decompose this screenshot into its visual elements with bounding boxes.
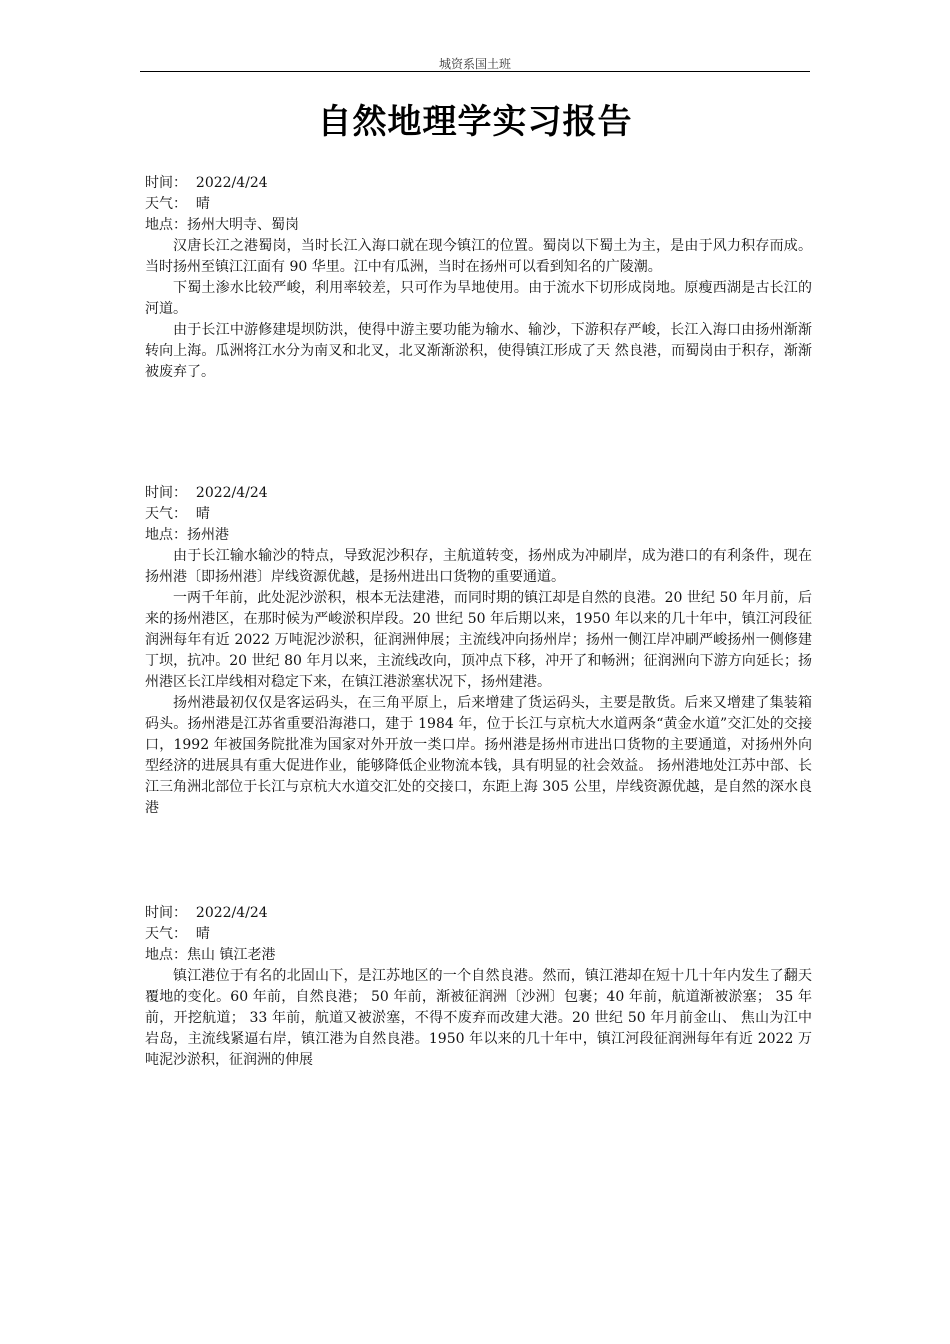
paragraph: 扬州港最初仅仅是客运码头，在三角平原上，后来增建了货运码头，主要是散货。后来又增建了集装箱码头。扬州港是江苏省重要沿海港口，建于 1984 年，位于长江与京杭大水道两条“黄金水道”交汇处的交接口，1992 年被国务院批准为国家对外开放一类口岸。扬州港是扬州市进出口货物的主要通道，对扬州外向型经济的进展具有重大促进作业，能够降低企业物流本钱，具有明显的社会效益。 扬州港地处江苏中部、长江三角洲北部位于长江与京杭大水道交汇处的交接口，东距上海 305 公里，岸线资源优越，是自然的深水良港 [145,695,812,816]
paragraph: 一两千年前，此处泥沙淤积，根本无法建港，而同时期的镇江却是自然的良港。20 世纪 50 年月前，后来的扬州港区，在那时候为严峻淤积岸段。20 世纪 50 年后期以来，1950 年以来的几十年中，镇江河段征润洲每年有近 2022 万吨泥沙淤积，征润洲伸展；主流线冲向扬州岸；扬州一侧江岸冲刷严峻扬州一侧修建丁坝，抗冲。20 世纪 80 年月以来，主流线改向，顶冲点下移，冲开了和畅洲；征润洲向下游方向延长；扬州港区长江岸线相对稳定下来，在镇江港淤塞状况下，扬州建港。 [145,590,812,690]
time-value: 2022/4/24 [195,485,268,501]
place-label: 地点： [145,217,187,233]
time-label: 时间： [145,485,187,501]
time-value: 2022/4/24 [195,175,268,191]
weather-label: 天气： [145,506,187,522]
place-line [145,945,812,966]
page-title: 自然地理学实习报告 [317,102,633,142]
report-entry [145,483,812,819]
report-entry [145,173,812,383]
paragraph: 由于长江中游修建堤坝防洪，使得中游主要功能为输水、输沙，下游积存严峻，长江入海口由扬州渐渐转向上海。瓜洲将江水分为南叉和北叉，北叉渐渐淤积，使得镇江形成了天 然良港，而蜀岗由于积存，渐渐被废弃了。 [145,322,812,380]
paragraph: 下蜀土渗水比较严峻，利用率较差，只可作为旱地使用。由于流水下切形成岗地。原瘦西湖是古长江的河道。 [145,280,812,317]
header-divider [140,71,810,72]
report-entry [145,903,812,1071]
time-label: 时间： [145,905,187,921]
weather-line [145,194,812,215]
weather-value: 晴 [195,926,210,942]
weather-value: 晴 [195,196,210,212]
place-value: 焦山 镇江老港 [187,947,276,963]
time-line [145,483,812,504]
place-label: 地点： [145,947,187,963]
place-value: 扬州大明寺、蜀岗 [187,217,299,233]
weather-line [145,924,812,945]
time-label: 时间： [145,175,187,191]
weather-value: 晴 [195,506,210,522]
page-header: 城资系国土班 [438,57,511,71]
paragraph: 由于长江输水输沙的特点，导致泥沙积存，主航道转变，扬州成为冲刷岸，成为港口的有利条件，现在扬州港〔即扬州港〕岸线资源优越，是扬州进出口货物的重要通道。 [145,548,812,585]
paragraph: 汉唐长江之港蜀岗，当时长江入海口就在现今镇江的位置。蜀岗以下蜀土为主，是由于风力积存而成。当时扬州至镇江江面有 90 华里。江中有瓜洲，当时在扬州可以看到知名的广陵潮。 [145,238,812,275]
time-value: 2022/4/24 [195,905,268,921]
time-line [145,903,812,924]
place-label: 地点： [145,527,187,543]
place-value: 扬州港 [187,527,229,543]
time-line [145,173,812,194]
weather-line [145,504,812,525]
weather-label: 天气： [145,926,187,942]
weather-label: 天气： [145,196,187,212]
place-line [145,525,812,546]
paragraph: 镇江港位于有名的北固山下，是江苏地区的一个自然良港。然而，镇江港却在短十几十年内发生了翻天覆地的变化。60 年前，自然良港； 50 年前，渐被征润洲〔沙洲〕包裹；40 年前，航道渐被淤塞； 35 年前，开挖航道； 33 年前，航道又被淤塞，不得不废弃而改建大港。20 世纪 50 年月前金山、 焦山为江中岩岛，主流线紧逼右岸，镇江港为自然良港。1950 年以来的几十年中，镇江河段征润洲每年有近 2022 万吨泥沙淤积，征润洲的伸展 [145,968,812,1068]
place-line [145,215,812,236]
